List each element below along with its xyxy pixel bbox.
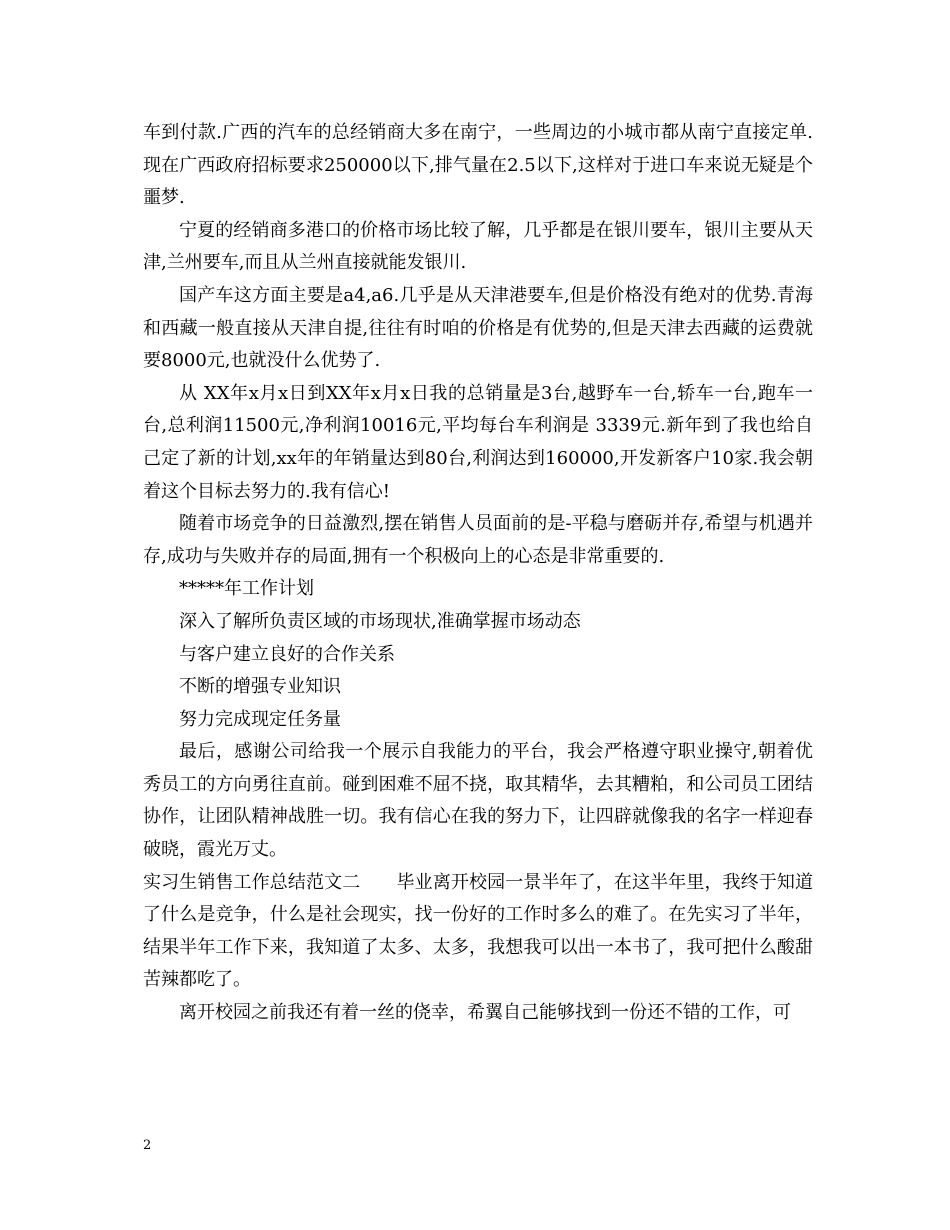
work-plan-item: 深入了解所负责区域的市场现状,准确掌握市场动态 (179, 610, 581, 632)
paragraph-sample-two: 实习生销售工作总结范文二 毕业离开校园一景半年了，在这半年里，我终于知道了什么是竞争，什么是社会现实，找一份好的工作时多么的难了。在先实习了半年，结果半年工作下来，我知道了太多、太多，我想我可以出一本书了，我可把什么酸甜苦辣都吃了。 (143, 871, 813, 991)
work-plan-item: 与客户建立良好的合作关系 (179, 643, 395, 665)
paragraph-leaving-campus: 离开校园之前我还有着一丝的侥幸，希翼自己能够找到一份还不错的工作，可 (179, 1002, 791, 1024)
paragraph-guangxi: 车到付款.广西的汽车的总经销商大多在南宁，一些周边的小城市都从南宁直接定单.现在广西政府招标要求250000以下,排气量在2.5以下,这样对于进口车来说无疑是个噩梦. (143, 122, 813, 209)
work-plan-item: 不断的增强专业知识 (179, 676, 341, 698)
paragraph-ningxia: 宁夏的经销商多港口的价格市场比较了解，几乎都是在银川要车，银川主要从天津,兰州要车,而且从兰州直接就能发银川. (143, 219, 813, 274)
paragraph-competition: 随着市场竞争的日益激烈,摆在销售人员面前的是-平稳与磨砺并存,希望与机遇并存,成功与失败并存的局面,拥有一个积极向上的心态是非常重要的. (143, 513, 813, 567)
paragraph-sales-figures: 从 XX年x月x日到XX年x月x日我的总销量是3台,越野车一台,轿车一台,跑车一台,总利润11500元,净利润10016元,平均每台车利润是 3339元.新年到了我也给自己定了新的计划,xx年的年销量达到80台,利润达到160000,开发新客户10家.我会朝着这个目标去努力的.我有信心! (143, 382, 813, 502)
work-plan-heading: *****年工作计划 (179, 578, 314, 600)
body-text (143, 117, 813, 1030)
paragraph-closing-thanks: 最后，感谢公司给我一个展示自我能力的平台，我会严格遵守职业操守,朝着优秀员工的方向勇往直前。碰到困难不屈不挠，取其精华，去其糟粕，和公司员工团结协作，让团队精神战胜一切。我有信心在我的努力下，让四辟就像我的名字一样迎春破晓，霞光万丈。 (143, 741, 813, 861)
page-number: 2 (143, 1138, 152, 1153)
paragraph-domestic-cars: 国产车这方面主要是a4,a6.几乎是从天津港要车,但是价格没有绝对的优势.青海和西藏一般直接从天津自提,往往有时咱的价格是有优势的,但是天津去西藏的运费就要8000元,也就没什么优势了. (143, 284, 813, 372)
work-plan-item: 努力完成现定任务量 (179, 708, 341, 730)
